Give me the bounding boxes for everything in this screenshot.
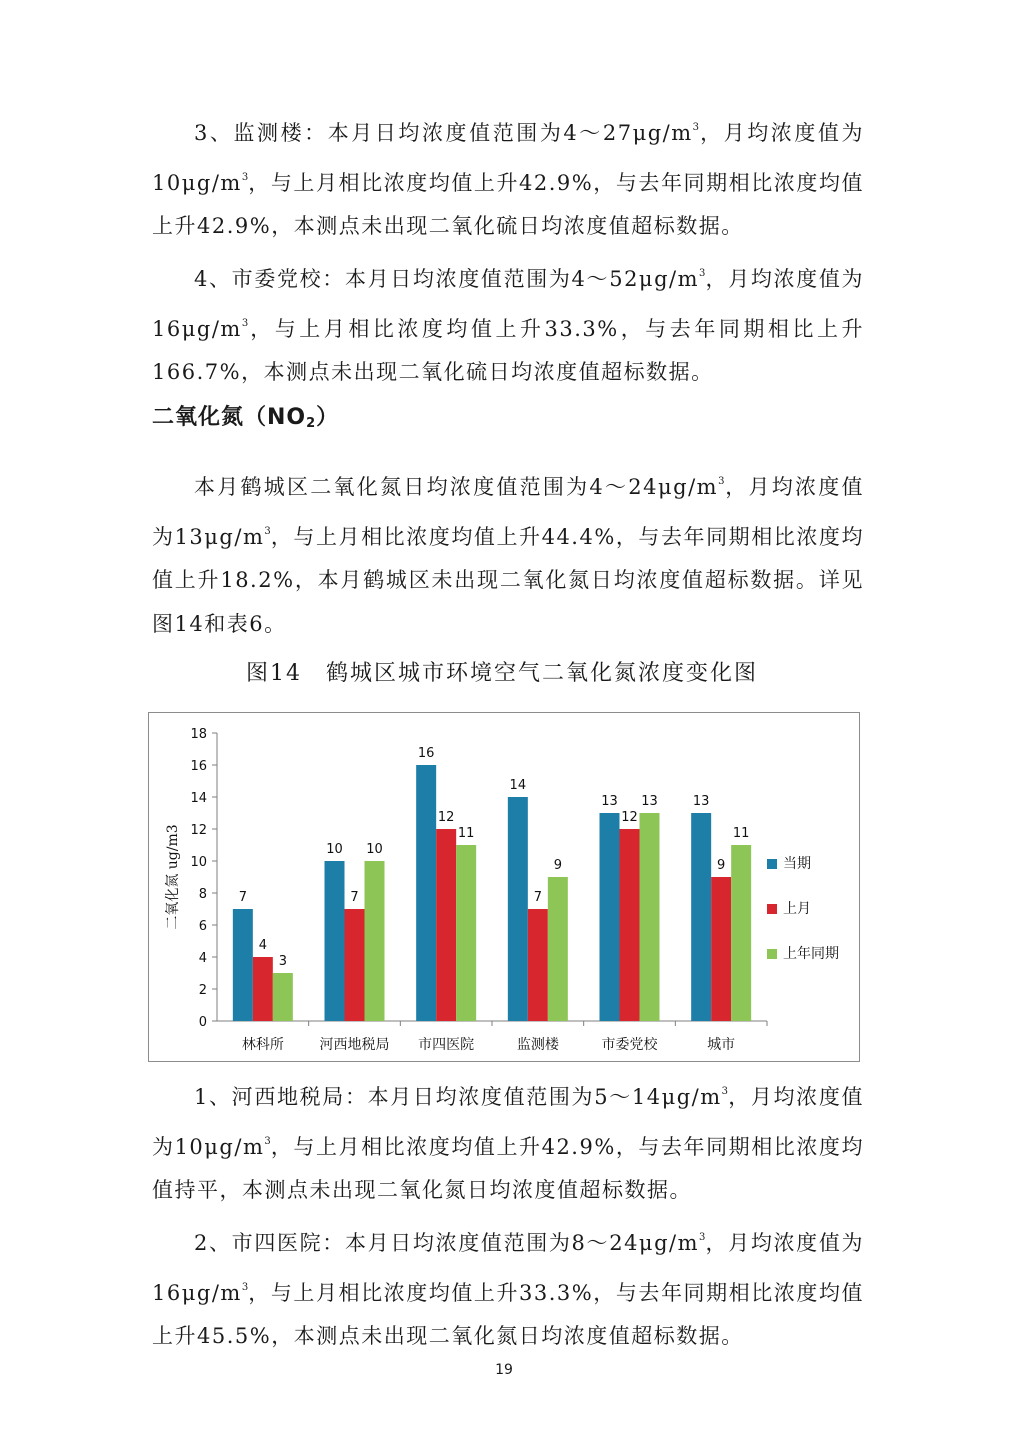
data-label: 7 [533, 890, 542, 905]
bar [640, 813, 660, 1021]
x-category-label: 林科所 [241, 1037, 284, 1053]
bar [731, 845, 751, 1021]
bar [548, 877, 568, 1021]
legend-label: 上月 [783, 901, 811, 917]
heading-text: 二氧化氮（NO [152, 405, 307, 430]
x-category-label: 市委党校 [601, 1037, 658, 1053]
summary-text-c: ，与上月相比浓度均值上升44.4%，与去年同期相比浓度均值上升18.2%，本月鹤城区未出现二氧化氮日均浓度值超标数据。详见图14和表6。 [152, 524, 864, 636]
x-category-label: 监测楼 [516, 1037, 559, 1053]
y-axis-label: 二氧化氮 ug/m3 [165, 824, 181, 930]
superscript-3: 3 [264, 525, 271, 537]
no2-item-1-text-a: 1、河西地税局：本月日均浓度值范围为5～14μg/m [194, 1085, 722, 1109]
superscript-3: 3 [241, 317, 249, 329]
superscript-3: 3 [241, 171, 249, 183]
bar [528, 909, 548, 1021]
y-tick-label: 16 [190, 759, 207, 774]
no2-item-2 [152, 1216, 864, 1359]
y-tick-label: 6 [198, 919, 207, 934]
so2-item-4-text-c: ，与上月相比浓度均值上升33.3%，与去年同期相比上升166.7%，本测点未出现二氧化硫日均浓度值超标数据。 [152, 316, 864, 384]
x-category-label: 城市 [707, 1037, 736, 1053]
superscript-3: 3 [721, 1086, 729, 1097]
bar [416, 765, 436, 1021]
data-label: 10 [326, 842, 343, 857]
data-label: 14 [509, 778, 527, 793]
legend-swatch [767, 859, 777, 869]
bar [345, 909, 365, 1021]
no2-item-2-text-b: ，月均浓度值为16μg/m [152, 1231, 864, 1305]
no2-item-2-text-c: ，与上月相比浓度均值上升33.3%，与去年同期相比浓度均值上升45.5%，本测点未出现二氧化氮日均浓度值超标数据。 [152, 1280, 864, 1348]
data-label: 11 [732, 826, 750, 841]
data-label: 10 [366, 842, 383, 857]
so2-item-3-text-b: ，月均浓度值为10μg/m [152, 121, 864, 195]
superscript-3: 3 [241, 1281, 249, 1293]
bar [691, 813, 711, 1021]
data-label: 9 [553, 858, 562, 873]
data-label: 3 [278, 954, 287, 969]
no2-bar-chart [148, 712, 860, 1062]
data-label: 13 [601, 794, 618, 809]
y-tick-label: 4 [198, 951, 207, 966]
data-label: 4 [258, 938, 267, 953]
y-tick-label: 18 [190, 727, 207, 742]
bar [233, 909, 253, 1021]
no2-item-2-text-a: 2、市四医院：本月日均浓度值范围为8～24μg/m [194, 1231, 700, 1255]
bar [620, 829, 640, 1021]
data-label: 11 [457, 826, 475, 841]
data-label: 12 [621, 810, 638, 825]
legend-swatch [767, 949, 777, 959]
x-category-label: 河西地税局 [319, 1037, 390, 1053]
y-tick-label: 14 [190, 791, 207, 806]
y-tick-label: 10 [190, 855, 207, 870]
bar [508, 797, 528, 1021]
y-tick-label: 8 [198, 887, 207, 902]
data-label: 16 [417, 746, 435, 761]
y-tick-label: 12 [190, 823, 207, 838]
data-label: 7 [238, 890, 247, 905]
bar [253, 957, 273, 1021]
data-label: 7 [350, 890, 359, 905]
y-tick-label: 0 [198, 1015, 207, 1030]
so2-item-4 [152, 252, 864, 395]
page-number: 19 [495, 1362, 513, 1378]
section-heading-no2 [152, 400, 339, 431]
legend-swatch [767, 904, 777, 914]
so2-item-4-text-b: ，月均浓度值为16μg/m [152, 267, 864, 341]
figure-caption: 图14 鹤城区城市环境空气二氧化氮浓度变化图 [246, 661, 758, 686]
so2-item-3 [152, 106, 864, 249]
data-label: 9 [717, 858, 726, 873]
bar [436, 829, 456, 1021]
bar [600, 813, 620, 1021]
superscript-3: 3 [699, 1232, 706, 1243]
bar [365, 861, 385, 1021]
heading-subscript: 2 [306, 416, 317, 431]
summary-text-b: ，月均浓度值为13μg/m [152, 475, 865, 549]
legend-label: 上年同期 [783, 946, 839, 962]
so2-item-3-text-c: ，与上月相比浓度均值上升42.9%，与去年同期相比浓度均值上升42.9%，本测点未出现二氧化硫日均浓度值超标数据。 [152, 170, 864, 238]
so2-item-3-text-a: 3、监测楼：本月日均浓度值范围为4～27μg/m [194, 121, 693, 145]
superscript-3: 3 [264, 1135, 271, 1147]
legend-label: 当期 [783, 856, 811, 872]
data-label: 13 [692, 794, 710, 809]
data-label: 13 [641, 794, 658, 809]
chart-canvas [149, 713, 859, 1061]
bar [273, 973, 293, 1021]
bar [325, 861, 345, 1021]
no2-item-1-text-c: ，与上月相比浓度均值上升42.9%，与去年同期相比浓度均值持平，本测点未出现二氧化氮日均浓度值超标数据。 [152, 1134, 864, 1202]
heading-text-end: ） [316, 405, 340, 430]
so2-item-4-text-a: 4、市委党校：本月日均浓度值范围为4～52μg/m [194, 267, 700, 291]
no2-item-1-text-b: ，月均浓度值为10μg/m [152, 1085, 864, 1159]
no2-summary-paragraph [152, 460, 864, 646]
superscript-3: 3 [699, 268, 706, 279]
summary-text-a: 本月鹤城区二氧化氮日均浓度值范围为4～24μg/m [194, 475, 719, 499]
bar [711, 877, 731, 1021]
x-category-label: 市四医院 [418, 1037, 475, 1053]
no2-item-1 [152, 1070, 864, 1213]
y-tick-label: 2 [198, 983, 207, 998]
superscript-3: 3 [718, 476, 725, 487]
bar [456, 845, 476, 1021]
superscript-3: 3 [692, 122, 700, 133]
data-label: 12 [437, 810, 455, 825]
